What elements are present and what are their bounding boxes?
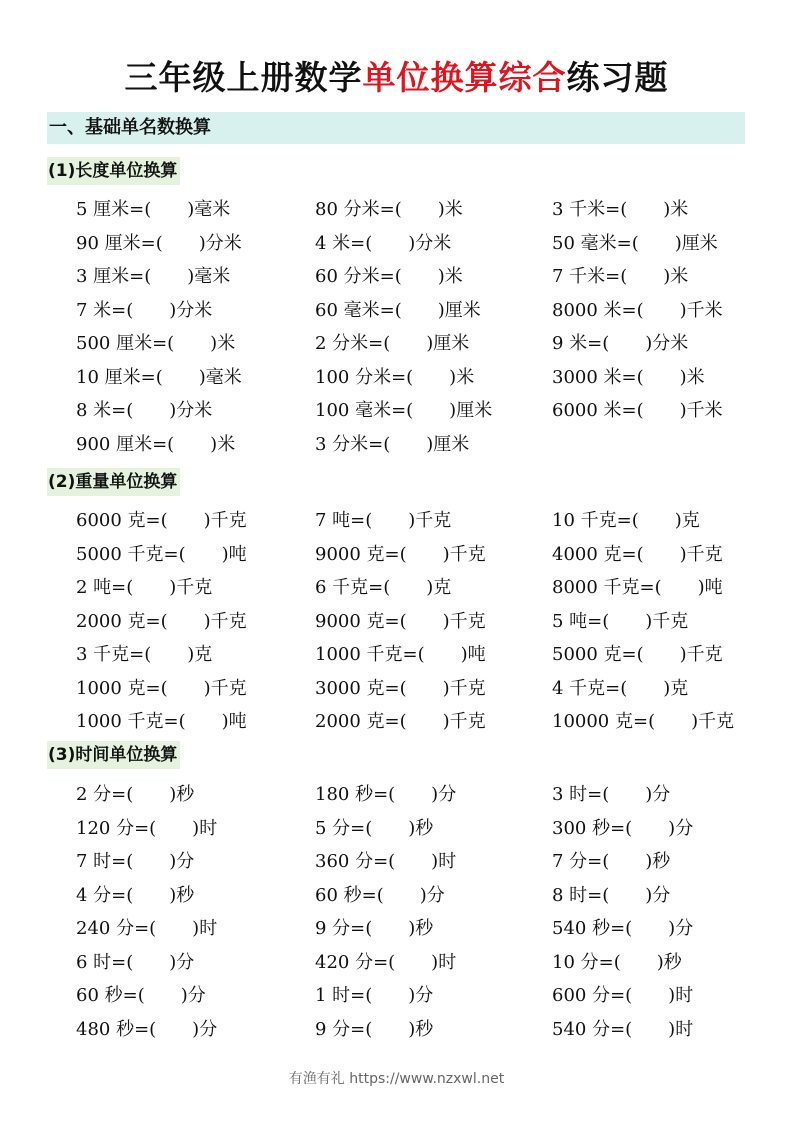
exercise-item: 4 千克=( )克 [552,677,689,699]
exercise-item: 5 吨=( )千克 [552,610,689,632]
exercise-row [76,394,776,428]
exercise-row [76,294,776,328]
exercise-row [76,979,776,1013]
exercise-item: 10000 克=( )千克 [552,711,735,732]
subsection-heading-weight: (2)重量单位换算 [47,468,180,496]
exercise-item: 2000 克=( )千克 [76,610,247,632]
exercise-row [76,672,776,706]
exercise-item: 1000 千克=( )吨 [315,644,486,665]
exercise-item: 4000 克=( )千克 [552,543,723,565]
exercise-item: 6 时=( )分 [76,951,195,973]
exercise-item: 360 分=( )时 [315,851,457,872]
exercise-item: 4 米=( )分米 [315,232,452,254]
exercise-item: 600 分=( )时 [552,985,694,1006]
exercise-row [76,638,776,672]
exercise-item: 7 时=( )分 [76,851,195,872]
time-exercise-grid [76,778,776,1046]
exercise-item: 9 分=( )秒 [315,918,434,939]
exercise-item: 60 秒=( )分 [315,884,445,906]
exercise-item: 4 分=( )秒 [76,884,195,906]
exercise-item: 7 米=( )分米 [76,299,213,321]
exercise-row [76,705,776,739]
exercise-item: 6 千克=( )克 [315,577,452,598]
exercise-item: 10 分=( )秒 [552,951,682,973]
exercise-item: 6000 克=( )千克 [76,510,247,531]
exercise-row [76,946,776,980]
weight-exercise-grid [76,504,776,739]
exercise-row [76,428,776,462]
exercise-item: 7 分=( )秒 [552,851,671,872]
exercise-item: 3 千米=( )米 [552,199,689,220]
exercise-item: 2 分米=( )厘米 [315,333,470,354]
exercise-item: 1000 千克=( )吨 [76,711,247,732]
length-exercise-grid [76,193,776,461]
subsection-heading-time: (3)时间单位换算 [47,741,180,769]
page-title [0,52,793,99]
exercise-item: 5 厘米=( )毫米 [76,199,231,220]
exercise-item: 5 分=( )秒 [315,817,434,839]
exercise-row [76,361,776,395]
exercise-row [76,845,776,879]
exercise-row [76,227,776,261]
exercise-item: 180 秒=( )分 [315,784,457,805]
exercise-item: 60 秒=( )分 [76,985,206,1006]
exercise-row [76,193,776,227]
exercise-item: 900 厘米=( )米 [76,433,236,455]
exercise-item: 9 米=( )分米 [552,333,689,354]
exercise-item: 100 分米=( )米 [315,366,475,388]
exercise-item: 3 厘米=( )毫米 [76,266,231,287]
exercise-item: 2000 克=( )千克 [315,711,486,732]
exercise-item: 5000 千克=( )吨 [76,543,247,565]
exercise-item: 1 时=( )分 [315,985,434,1006]
exercise-item: 8000 千克=( )吨 [552,577,723,598]
exercise-item: 8 时=( )分 [552,884,671,906]
exercise-item: 3 时=( )分 [552,784,671,805]
exercise-item: 2 吨=( )千克 [76,577,213,598]
exercise-item: 500 厘米=( )米 [76,333,236,354]
exercise-item: 10 厘米=( )毫米 [76,366,242,388]
title-highlight: 单位换算综合 [362,58,567,97]
exercise-item: 120 分=( )时 [76,817,218,839]
exercise-item: 3 分米=( )厘米 [315,433,470,455]
exercise-item: 6000 米=( )千米 [552,400,723,421]
exercise-row [76,912,776,946]
exercise-item: 7 吨=( )千克 [315,510,452,531]
exercise-item: 10 千克=( )克 [552,510,700,531]
exercise-item: 80 分米=( )米 [315,199,463,220]
exercise-item: 480 秒=( )分 [76,1018,218,1040]
exercise-item: 9000 克=( )千克 [315,610,486,632]
exercise-item: 300 秒=( )分 [552,817,694,839]
exercise-item: 60 分米=( )米 [315,266,463,287]
exercise-row [76,605,776,639]
title-part2: 练习题 [566,58,669,97]
exercise-item: 2 分=( )秒 [76,784,195,805]
exercise-item: 8000 米=( )千米 [552,299,723,321]
exercise-row [76,260,776,294]
section-heading: 一、基础单名数换算 [47,112,745,144]
exercise-item: 540 分=( )时 [552,1018,694,1040]
exercise-item: 9 分=( )秒 [315,1018,434,1040]
exercise-item: 60 毫米=( )厘米 [315,299,481,321]
exercise-row [76,879,776,913]
exercise-item: 240 分=( )时 [76,918,218,939]
exercise-row [76,538,776,572]
exercise-item: 5000 克=( )千克 [552,644,723,665]
exercise-row [76,1013,776,1047]
exercise-item: 420 分=( )时 [315,951,457,973]
exercise-row [76,571,776,605]
footer-watermark: 有渔有礼 https://www.nzxwl.net [288,1071,505,1087]
exercise-item: 9000 克=( )千克 [315,543,486,565]
exercise-row [76,778,776,812]
exercise-item: 3000 克=( )千克 [315,677,486,699]
exercise-item: 8 米=( )分米 [76,400,213,421]
exercise-row [76,504,776,538]
subsection-heading-length: (1)长度单位换算 [47,157,180,185]
exercise-item: 1000 克=( )千克 [76,677,247,699]
exercise-row [76,812,776,846]
exercise-item: 7 千米=( )米 [552,266,689,287]
exercise-item: 3000 米=( )米 [552,366,705,388]
exercise-item: 100 毫米=( )厘米 [315,400,493,421]
exercise-item: 90 厘米=( )分米 [76,232,242,254]
exercise-row [76,327,776,361]
exercise-item: 50 毫米=( )厘米 [552,232,718,254]
exercise-item: 540 秒=( )分 [552,918,694,939]
title-part1: 三年级上册数学 [124,58,363,97]
exercise-item: 3 千克=( )克 [76,644,213,665]
